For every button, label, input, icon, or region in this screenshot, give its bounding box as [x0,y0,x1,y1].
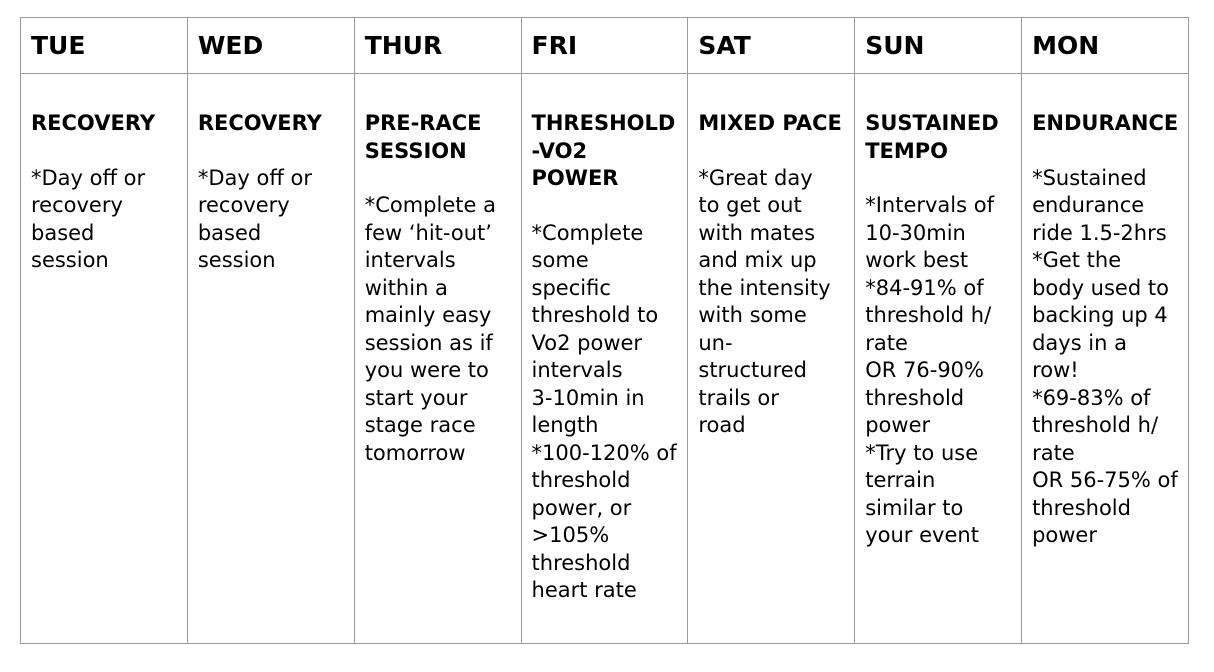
day-label: TUE [31,31,86,60]
session-cell [187,74,354,644]
day-header-cell [21,18,188,74]
day-label: SUN [865,31,925,60]
session-title: MIXED PACE [698,111,842,135]
day-header-cell [521,18,688,74]
session-cell [688,74,855,644]
session-description: *Complete some specific threshold to Vo2 power intervals 3-10min in length *100-120% of threshold power, or >105% threshold heart rate [531,220,677,602]
session-title: RECOVERY [197,111,322,135]
weekly-training-table [20,17,1189,644]
day-header-cell [1022,18,1189,74]
session-description: *Great day to get out with mates and mix up the intensity with some un- structured trails or road [698,165,831,437]
session-description: *Day off or recovery based session [197,165,312,272]
session-description: *Day off or recovery based session [31,165,146,272]
day-label: WED [197,31,264,60]
session-cell [354,74,521,644]
day-header-cell [187,18,354,74]
session-cell [1022,74,1189,644]
day-label: THUR [364,31,443,60]
session-description: *Complete a few ‘hit-out’ intervals within a mainly easy session as if you were to start your stage race tomorrow [364,193,496,465]
day-label: SAT [698,31,751,60]
session-title: RECOVERY [31,111,156,135]
session-cell [521,74,688,644]
session-cell [855,74,1022,644]
session-row [21,74,1189,644]
day-label: MON [1032,31,1100,60]
day-header-cell [855,18,1022,74]
session-title: PRE-RACE SESSION [364,111,482,163]
day-header-cell [354,18,521,74]
day-header-cell [688,18,855,74]
session-description: *Intervals of 10-30min work best *84-91% of threshold h/ rate OR 76-90% threshold power *Try to use terrain similar to your event [865,193,994,547]
session-description: *Sustained endurance ride 1.5-2hrs *Get the body used to backing up 4 days in a row! *69-83% of threshold h/ rate OR 56-75% of threshold power [1032,165,1178,547]
session-cell [21,74,188,644]
session-title: THRESHOLD -VO2 POWER [531,111,676,190]
day-header-row [21,18,1189,74]
session-title: SUSTAINED TEMPO [865,111,999,163]
session-title: ENDURANCE [1032,111,1179,135]
day-label: FRI [531,31,578,60]
